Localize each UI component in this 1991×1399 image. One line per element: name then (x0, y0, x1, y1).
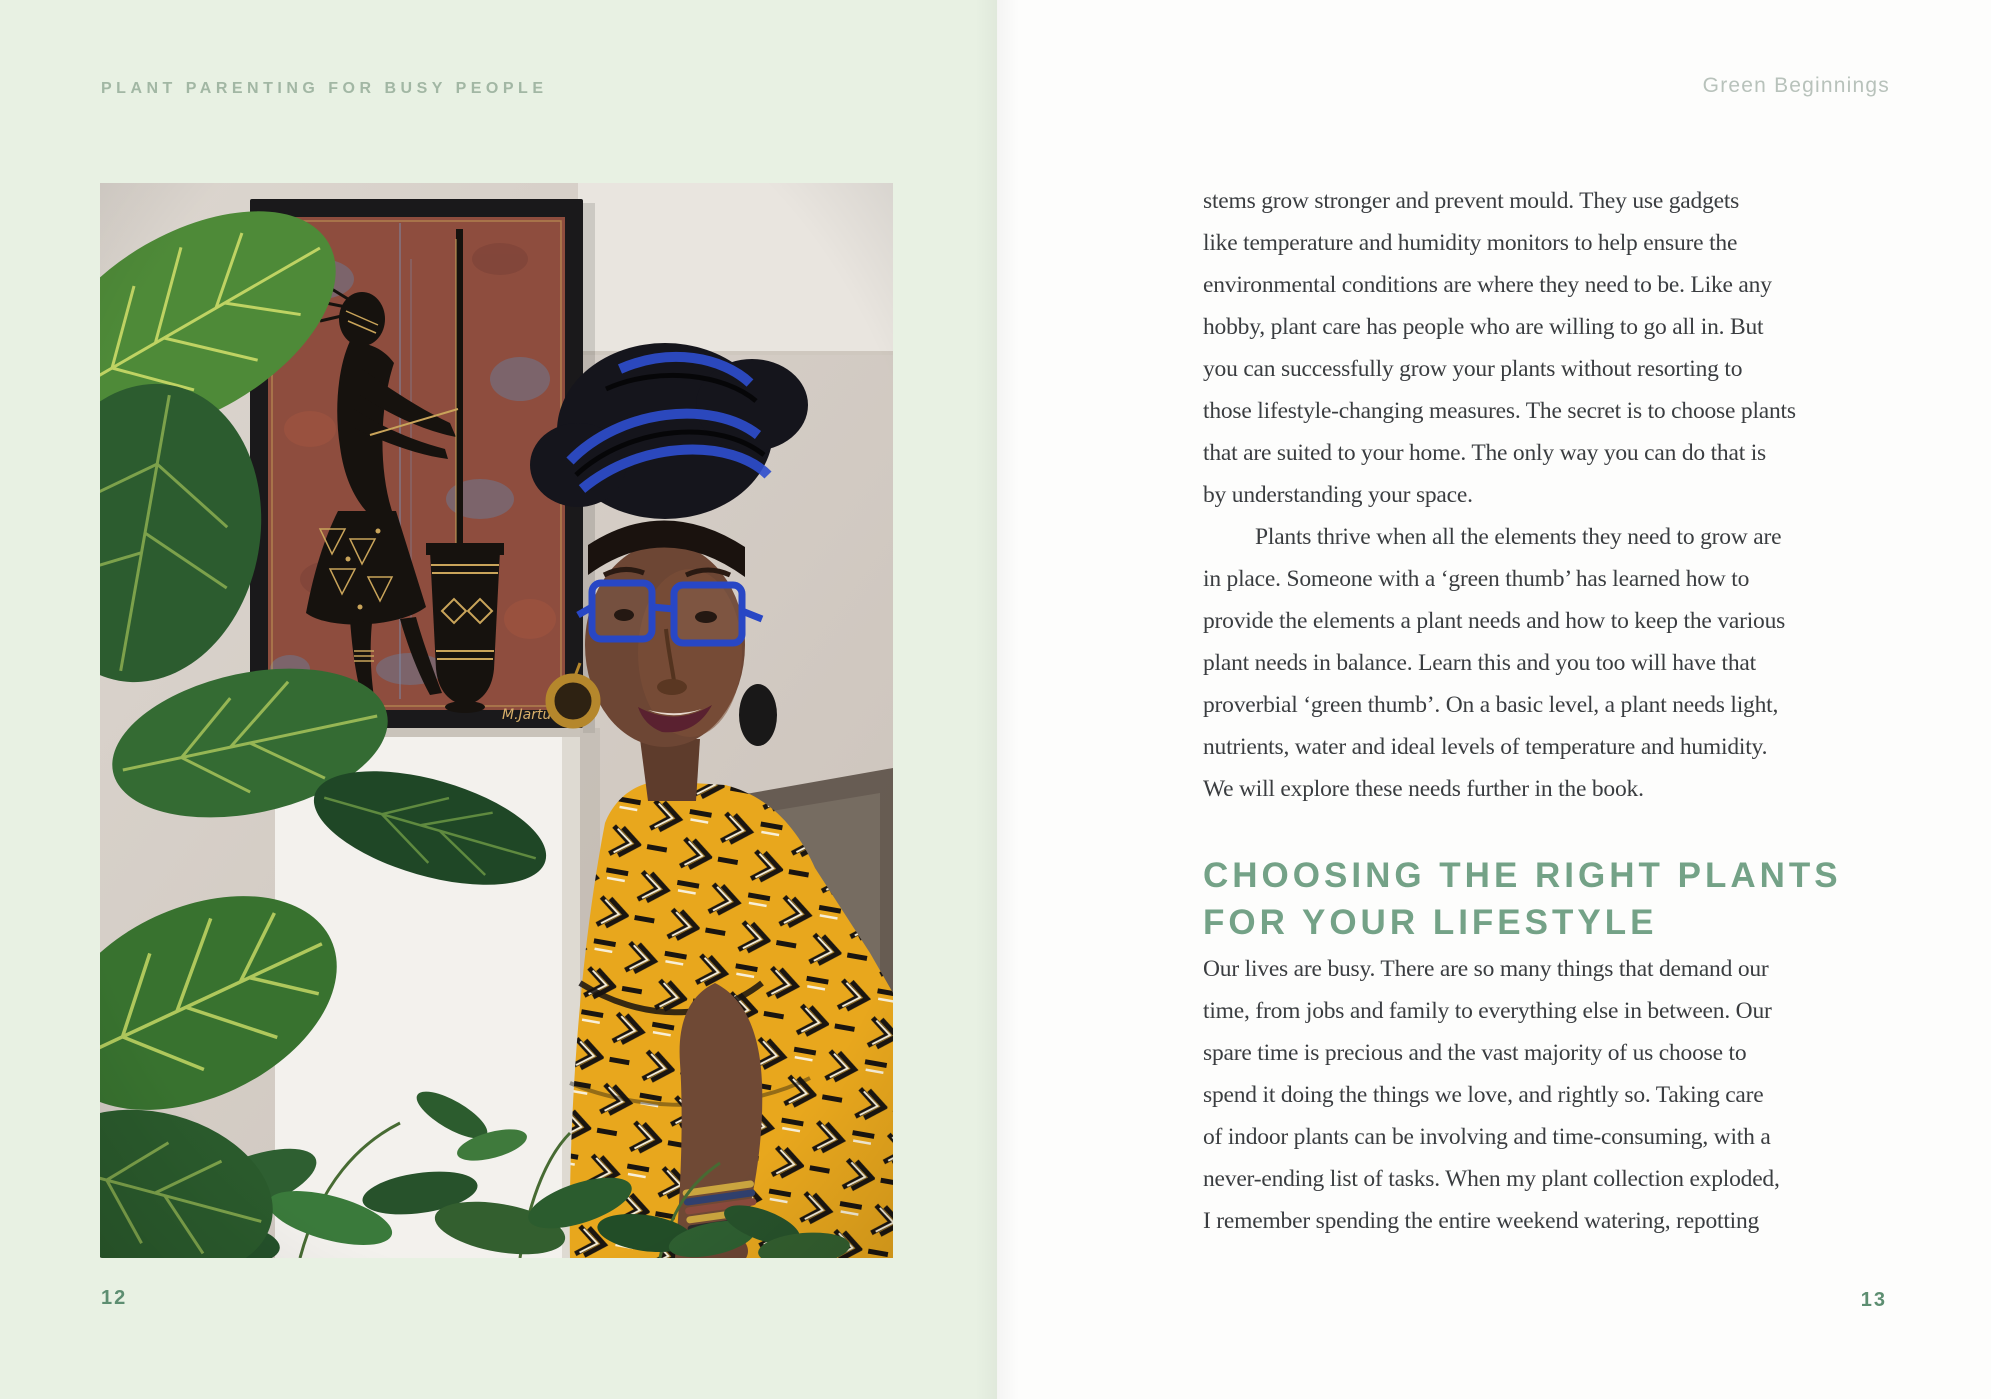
text-line: Our lives are busy. There are so many things that demand our (1203, 956, 1769, 982)
text-line: of indoor plants can be involving and time-consuming, with a (1203, 1124, 1771, 1150)
text-line: nutrients, water and ideal levels of temperature and humidity. (1203, 734, 1768, 760)
text-line: hobby, plant care has people who are willing to go all in. But (1203, 314, 1764, 340)
text-line: Plants thrive when all the elements they need to grow are (1255, 524, 1782, 550)
text-line: CHOOSING THE RIGHT PLANTS (1203, 856, 1842, 895)
text-line: We will explore these needs further in the book. (1203, 776, 1644, 802)
photo-author-portrait (100, 183, 893, 1258)
text-line: provide the elements a plant needs and how to keep the various (1203, 608, 1786, 634)
text-line: you can successfully grow your plants without resorting to (1203, 356, 1743, 382)
text-line: that are suited to your home. The only way you can do that is (1203, 440, 1766, 466)
page-number-right: 13 (1860, 1289, 1887, 1311)
section-heading (1203, 852, 1865, 946)
text-line: FOR YOUR LIFESTYLE (1203, 903, 1658, 942)
text-line: by understanding your space. (1203, 482, 1473, 508)
text-line: spare time is precious and the vast majority of us choose to (1203, 1040, 1747, 1066)
text-line: plant needs in balance. Learn this and you too will have that (1203, 650, 1756, 676)
text-line: time, from jobs and family to everything else in between. Our (1203, 998, 1772, 1024)
text-line: spend it doing the things we love, and rightly so. Taking care (1203, 1082, 1764, 1108)
paragraph-1 (1203, 180, 1865, 516)
text-line: stems grow stronger and prevent mould. They use gadgets (1203, 188, 1740, 214)
text-line: environmental conditions are where they need to be. Like any (1203, 272, 1772, 298)
running-header-left: PLANT PARENTING FOR BUSY PEOPLE (101, 80, 548, 97)
text-line: I remember spending the entire weekend watering, repotting (1203, 1208, 1760, 1234)
paragraph-2 (1203, 516, 1865, 810)
text-line: in place. Someone with a ‘green thumb’ has learned how to (1203, 566, 1750, 592)
page-number-left: 12 (101, 1287, 128, 1309)
body-text-column (1203, 180, 1865, 1242)
text-line: proverbial ‘green thumb’. On a basic level, a plant needs light, (1203, 692, 1779, 718)
photo-illustration (100, 183, 893, 1258)
photo-vignette (100, 183, 893, 1258)
text-line: those lifestyle-changing measures. The secret is to choose plants (1203, 398, 1796, 424)
paragraph-3 (1203, 948, 1865, 1242)
text-line: never-ending list of tasks. When my plant collection exploded, (1203, 1166, 1780, 1192)
text-line: like temperature and humidity monitors to help ensure the (1203, 230, 1738, 256)
running-header-right: Green Beginnings (1702, 74, 1890, 97)
